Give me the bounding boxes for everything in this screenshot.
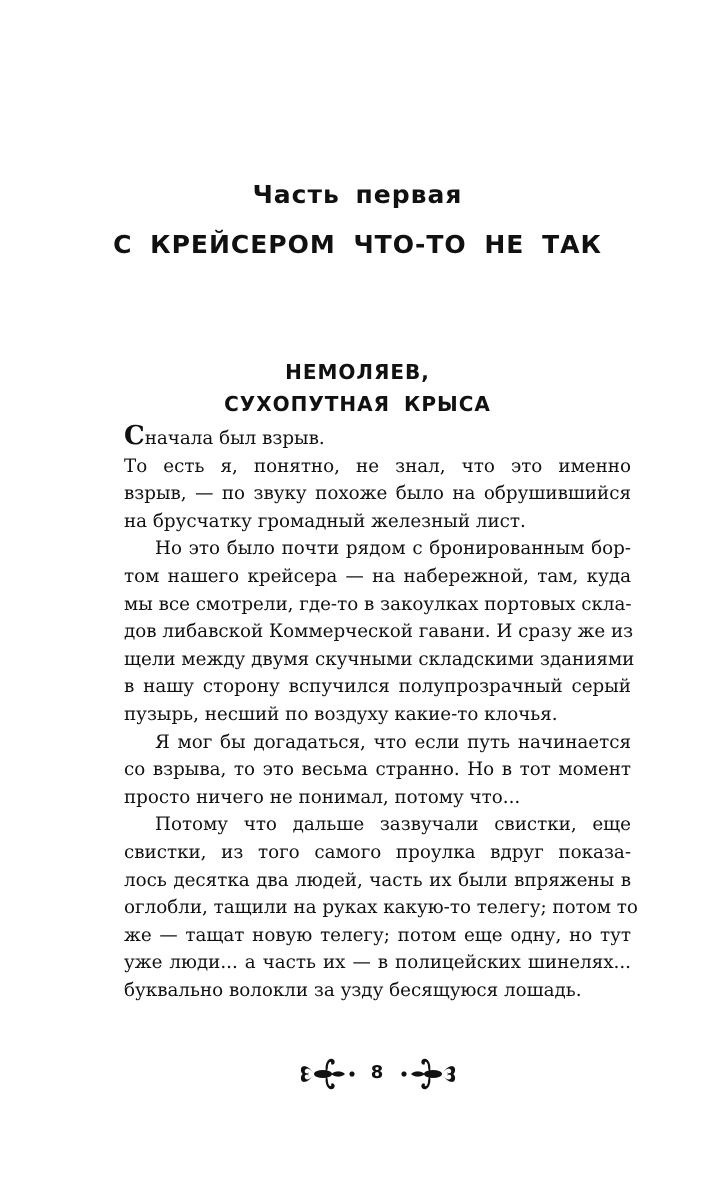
fleuron-ornament-left-icon — [298, 1054, 360, 1094]
text-line: мы все смотрели, где-то в закоулках портовых скла- — [124, 593, 632, 615]
text-line: же — тащат новую телегу; потом еще одну, но тут — [124, 924, 631, 946]
chapter-title — [0, 356, 715, 420]
text-line: уже люди... а часть их — в полицейских шинелях... — [124, 952, 631, 974]
text-line: Я мог бы догадаться, что если путь начинается — [155, 731, 631, 753]
text-line: щели между двумя скучными складскими зданиями — [124, 648, 635, 670]
text-line: Но это было почти рядом с бронированным бор- — [155, 538, 631, 560]
text-line: То есть я, понятно, не знал, что это именно — [124, 455, 631, 477]
page-number: 8 — [370, 1062, 384, 1083]
body-text — [124, 421, 638, 1004]
text-line: буквально волокли за узду бесящуюся лошадь. — [124, 979, 582, 1001]
text-line: со взрыва, то это весьма странно. Но в тот момент — [124, 759, 631, 781]
page-footer — [0, 1054, 715, 1094]
chapter-title-line: СУХОПУТНАЯ КРЫСА — [224, 392, 491, 416]
book-title: С КРЕЙСЕРОМ ЧТО-ТО НЕ ТАК — [113, 230, 602, 259]
text-line: Потому что дальше зазвучали свистки, еще — [155, 814, 631, 836]
text-line-content: начала был взрыв. — [144, 428, 325, 449]
text-line: взрыв, — по звуку похоже было на обрушившийся — [124, 483, 631, 505]
text-line: свистки, из того самого проулка вдруг показа- — [124, 841, 631, 863]
text-line: том нашего крейсера — на набережной, там, куда — [124, 565, 631, 587]
text-line: в нашу сторону вспучился полупрозрачный серый — [124, 676, 631, 698]
fleuron-ornament-right-icon — [396, 1054, 458, 1094]
text-line: оглобли, тащили на руках какую-то телегу; потом то — [124, 897, 638, 919]
text-line — [124, 421, 631, 453]
text-line: пузырь, несший по воздуху какие-то клочья. — [124, 703, 558, 725]
part-title: Часть первая — [252, 180, 463, 209]
chapter-title-line: НЕМОЛЯЕВ, — [285, 360, 430, 384]
text-line: просто ничего не понимал, потому что... — [124, 786, 521, 808]
drop-cap: С — [124, 421, 145, 451]
text-line: дов либавской Коммерческой гавани. И сразу же из — [124, 621, 634, 643]
text-line: лось десятка два людей, часть их были впряжены в — [124, 869, 631, 891]
text-line: на брусчатку громадный железный лист. — [124, 510, 526, 532]
